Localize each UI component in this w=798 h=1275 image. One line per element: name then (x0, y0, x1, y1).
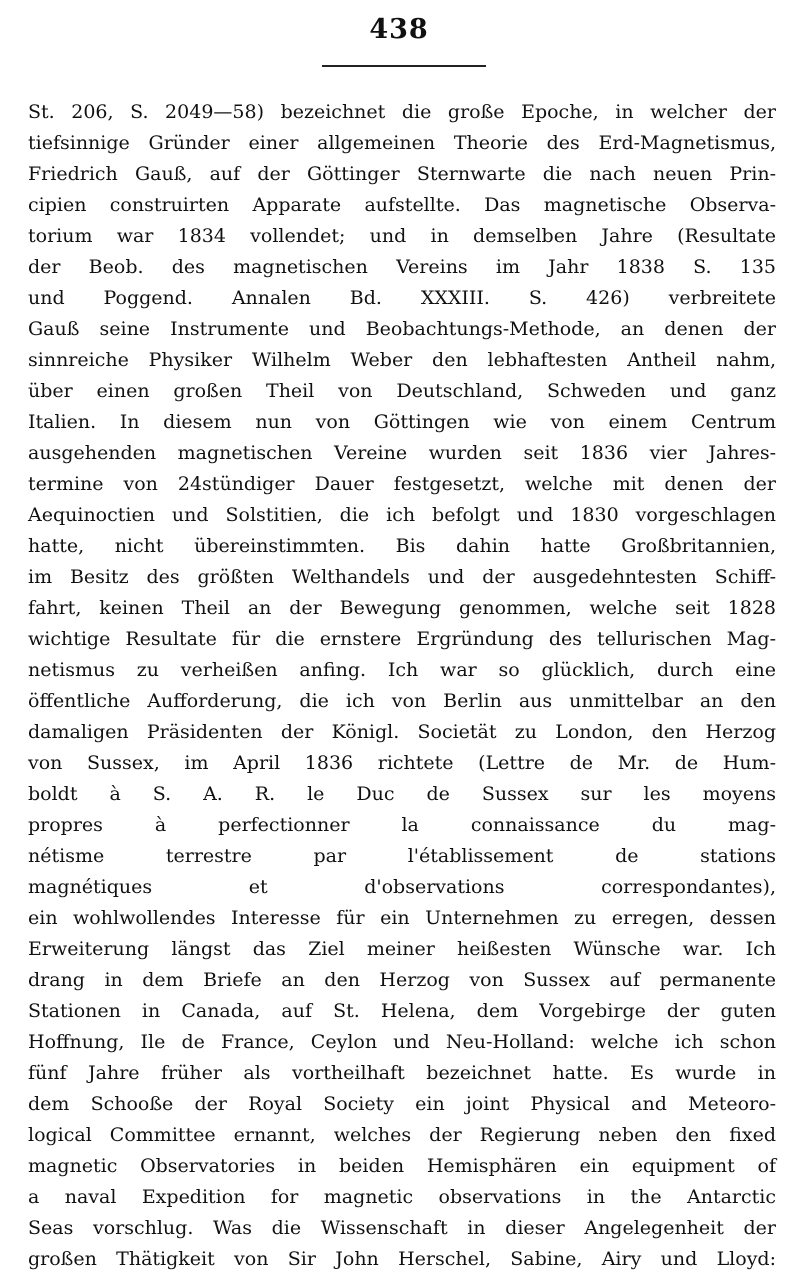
text-line: Hoffnung, Ile de France, Ceylon und Neu-Holland: welche ich schon (28, 1031, 776, 1053)
text-line: ausgehenden magnetischen Vereine wurden seit 1836 vier Jahres- (28, 442, 776, 464)
text-line: logical Committee ernannt, welches der Regierung neben den fixed (28, 1124, 776, 1146)
header-rule (322, 65, 486, 67)
text-line: St. 206, S. 2049—58) bezeichnet die große Epoche, in welcher der (28, 101, 776, 123)
text-line: von Sussex, im April 1836 richtete (Lettre de Mr. de Hum- (28, 752, 776, 774)
text-line: und Poggend. Annalen Bd. XXXIII. S. 426) verbreitete (28, 287, 776, 309)
text-line: Friedrich Gauß, auf der Göttinger Sternwarte die nach neuen Prin- (28, 163, 776, 185)
text-line: hatte, nicht übereinstimmten. Bis dahin hatte Großbritannien, (28, 535, 776, 557)
text-line: Seas vorschlug. Was die Wissenschaft in dieser Angelegenheit der (28, 1217, 776, 1239)
text-line: dem Schooße der Royal Society ein joint Physical and Meteoro- (28, 1093, 776, 1115)
body-text (28, 97, 776, 1275)
text-line: boldt à S. A. R. le Duc de Sussex sur les moyens (28, 783, 776, 805)
text-line: Stationen in Canada, auf St. Helena, dem Vorgebirge der guten (28, 1000, 776, 1022)
text-line: öffentliche Aufforderung, die ich von Berlin aus unmittelbar an den (28, 690, 776, 712)
text-line: damaligen Präsidenten der Königl. Societät zu London, den Herzog (28, 721, 776, 743)
text-line: termine von 24stündiger Dauer festgesetzt, welche mit denen der (28, 473, 776, 495)
text-line: im Besitz des größten Welthandels und der ausgedehntesten Schiff- (28, 566, 776, 588)
text-line: sinnreiche Physiker Wilhelm Weber den lebhaftesten Antheil nahm, (28, 349, 776, 371)
text-line: der Beob. des magnetischen Vereins im Jahr 1838 S. 135 (28, 256, 776, 278)
text-line: Italien. In diesem nun von Göttingen wie von einem Centrum (28, 411, 776, 433)
text-line: fünf Jahre früher als vortheilhaft bezeichnet hatte. Es wurde in (28, 1062, 776, 1084)
text-line: cipien construirten Apparate aufstellte. Das magnetische Observa- (28, 194, 776, 216)
text-line: nétisme terrestre par l'établissement de stations (28, 845, 776, 867)
text-line: wichtige Resultate für die ernstere Ergründung des tellurischen Mag- (28, 628, 776, 650)
text-line: großen Thätigkeit von Sir John Herschel, Sabine, Airy und Lloyd: (28, 1248, 776, 1270)
text-line: über einen großen Theil von Deutschland, Schweden und ganz (28, 380, 776, 402)
text-line: netismus zu verheißen anfing. Ich war so glücklich, durch eine (28, 659, 776, 681)
text-line: propres à perfectionner la connaissance du mag- (28, 814, 776, 836)
text-line: fahrt, keinen Theil an der Bewegung genommen, welche seit 1828 (28, 597, 776, 619)
text-line: a naval Expedition for magnetic observations in the Antarctic (28, 1186, 776, 1208)
page-number: 438 (369, 14, 429, 45)
text-line: magnétiques et d'observations correspondantes), (28, 876, 776, 898)
text-line: drang in dem Briefe an den Herzog von Sussex auf permanente (28, 969, 776, 991)
text-line: ein wohlwollendes Interesse für ein Unternehmen zu erregen, dessen (28, 907, 776, 929)
text-line: magnetic Observatories in beiden Hemisphären ein equipment of (28, 1155, 776, 1177)
text-line: Erweiterung längst das Ziel meiner heißesten Wünsche war. Ich (28, 938, 776, 960)
text-line: Gauß seine Instrumente und Beobachtungs-Methode, an denen der (28, 318, 776, 340)
text-line: torium war 1834 vollendet; und in demselben Jahre (Resultate (28, 225, 776, 247)
text-line: tiefsinnige Gründer einer allgemeinen Theorie des Erd-Magnetismus, (28, 132, 776, 154)
text-line: Aequinoctien und Solstitien, die ich befolgt und 1830 vorgeschlagen (28, 504, 776, 526)
